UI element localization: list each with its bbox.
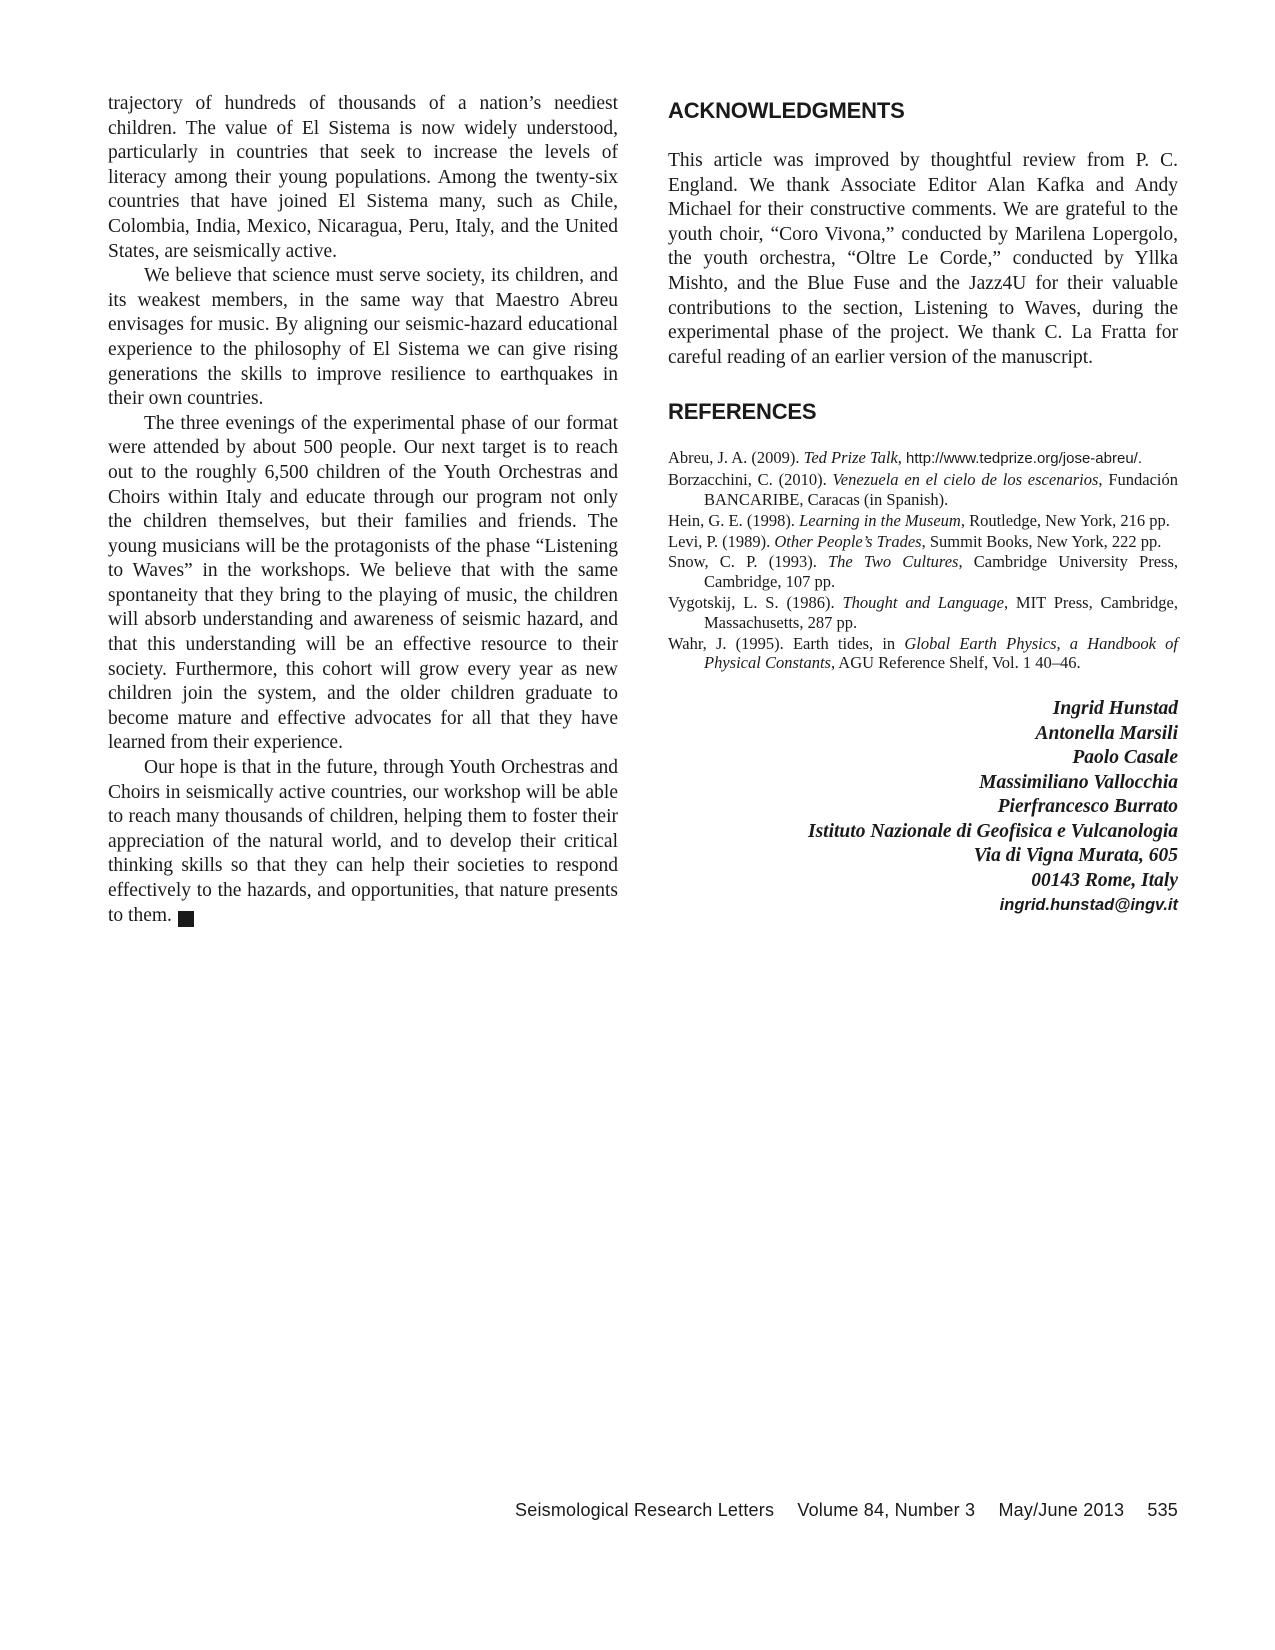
right-column: [668, 92, 1178, 918]
reference-item: Vygotskij, L. S. (1986). Thought and Language, MIT Press, Cambridge, Massachusetts, 287 pp.: [668, 592, 1178, 632]
author-name: Paolo Casale: [1072, 747, 1178, 769]
reference-item: Abreu, J. A. (2009). Ted Prize Talk, http://www.tedprize.org/jose-abreu/.: [668, 448, 1142, 468]
acknowledgments-text: This article was improved by thoughtful review from P. C. England. We thank Associate Editor Alan Kafka and Andy Michael for their constructive comments. We are grateful to the youth choir, “Coro Vivona,” conducted by Marilena Lopergolo, the youth orchestra, “Oltre Le Corde,” conducted by Yllka Mishto, and the Blue Fuse and the Jazz4U for their valuable contributions to the section, Listening to Waves, during the experimental phase of the project. We thank C. La Fratta for careful reading of an earlier version of the manuscript.: [668, 150, 1178, 368]
footer-date: May/June 2013: [998, 1500, 1125, 1520]
body-paragraph-3: The three evenings of the experimental phase of our format were attended by about 500 people. Our next target is to reach out to the roughly 6,500 children of the Youth Orchestras and Choirs within Italy and educate through our program not only the children themselves, but their families and friends. The young musicians will be the protagonists of the phase “Listening to Waves” in the workshops. We believe that with the same spontaneity that they bring to the playing of music, the children will absorb understanding and awareness of seismic hazard, and that this understanding will be an effective resource to their society. Furthermore, this cohort will grow every year as new children join the system, and the older children graduate to become mature and effective advocates for all that they have learned from their experience.: [108, 412, 618, 754]
reference-item: Snow, C. P. (1993). The Two Cultures, Cambridge University Press, Cambridge, 107 pp.: [668, 552, 1179, 592]
reference-item: Hein, G. E. (1998). Learning in the Museum, Routledge, New York, 216 pp.: [668, 510, 1170, 530]
reference-url-link[interactable]: http://www.tedprize.org/jose-abreu/.: [906, 450, 1142, 468]
reference-item: Wahr, J. (1995). Earth tides, in Global Earth Physics, a Handbook of Physical Constants, AGU Reference Shelf, Vol. 1 40–46.: [668, 633, 1178, 673]
body-paragraph-1: trajectory of hundreds of thousands of a nation’s neediest children. The value of El Sistema is now widely understood, particularly in countries that seek to increase the levels of literacy among their young populations. Among the twenty-six countries that have joined El Sistema many, such as Chile, Colombia, India, Mexico, Nicaragua, Peru, Italy, and the United States, are seismically active.: [108, 93, 618, 262]
author-name: Ingrid Hunstad: [1052, 698, 1178, 720]
affiliation-line: 00143 Rome, Italy: [1031, 869, 1178, 891]
footer-volume: Volume 84, Number 3: [797, 1500, 976, 1520]
reference-item: Borzacchini, C. (2010). Venezuela en el cielo de los escenarios, Fundación BANCARIBE, Caracas (in Spanish).: [668, 470, 1178, 509]
author-block: [668, 697, 1178, 918]
author-name: Antonella Marsili: [1035, 722, 1178, 744]
reference-item: Levi, P. (1989). Other People’s Trades, Summit Books, New York, 222 pp.: [668, 531, 1162, 551]
page-footer: [0, 1500, 1178, 1521]
affiliation-line: Istituto Nazionale di Geofisica e Vulcanologia: [808, 820, 1178, 842]
author-name: Pierfrancesco Burrato: [997, 796, 1178, 818]
acknowledgments-heading: ACKNOWLEDGMENTS: [668, 98, 905, 123]
references-heading: REFERENCES: [668, 399, 817, 425]
references-list: [668, 448, 1178, 673]
footer-page-number: 535: [1147, 1500, 1178, 1520]
author-email-link[interactable]: ingrid.hunstad@ingv.it: [999, 896, 1178, 915]
author-name: Massimiliano Vallocchia: [979, 771, 1178, 793]
affiliation-line: Via di Vigna Murata, 605: [973, 845, 1178, 867]
body-paragraph-2: We believe that science must serve society, its children, and its weakest members, in the same way that Maestro Abreu envisages for music. By aligning our seismic-hazard educational experience to the philosophy of El Sistema we can give rising generations the skills to improve resilience to earthquakes in their own countries.: [108, 265, 618, 410]
body-paragraph-4: [108, 756, 618, 928]
end-of-article-icon: ≷: [178, 911, 194, 927]
left-column: [108, 92, 618, 928]
footer-journal: Seismological Research Letters: [515, 1500, 775, 1520]
body-paragraph-4-text: Our hope is that in the future, through Youth Orchestras and Choirs in seismically active countries, our workshop will be able to reach many thousands of children, helping them to foster their appreciation of the natural world, and to develop their critical thinking skills so that they can help their societies to respond effectively to the hazards, and opportunities, that nature presents to them.: [108, 757, 618, 926]
